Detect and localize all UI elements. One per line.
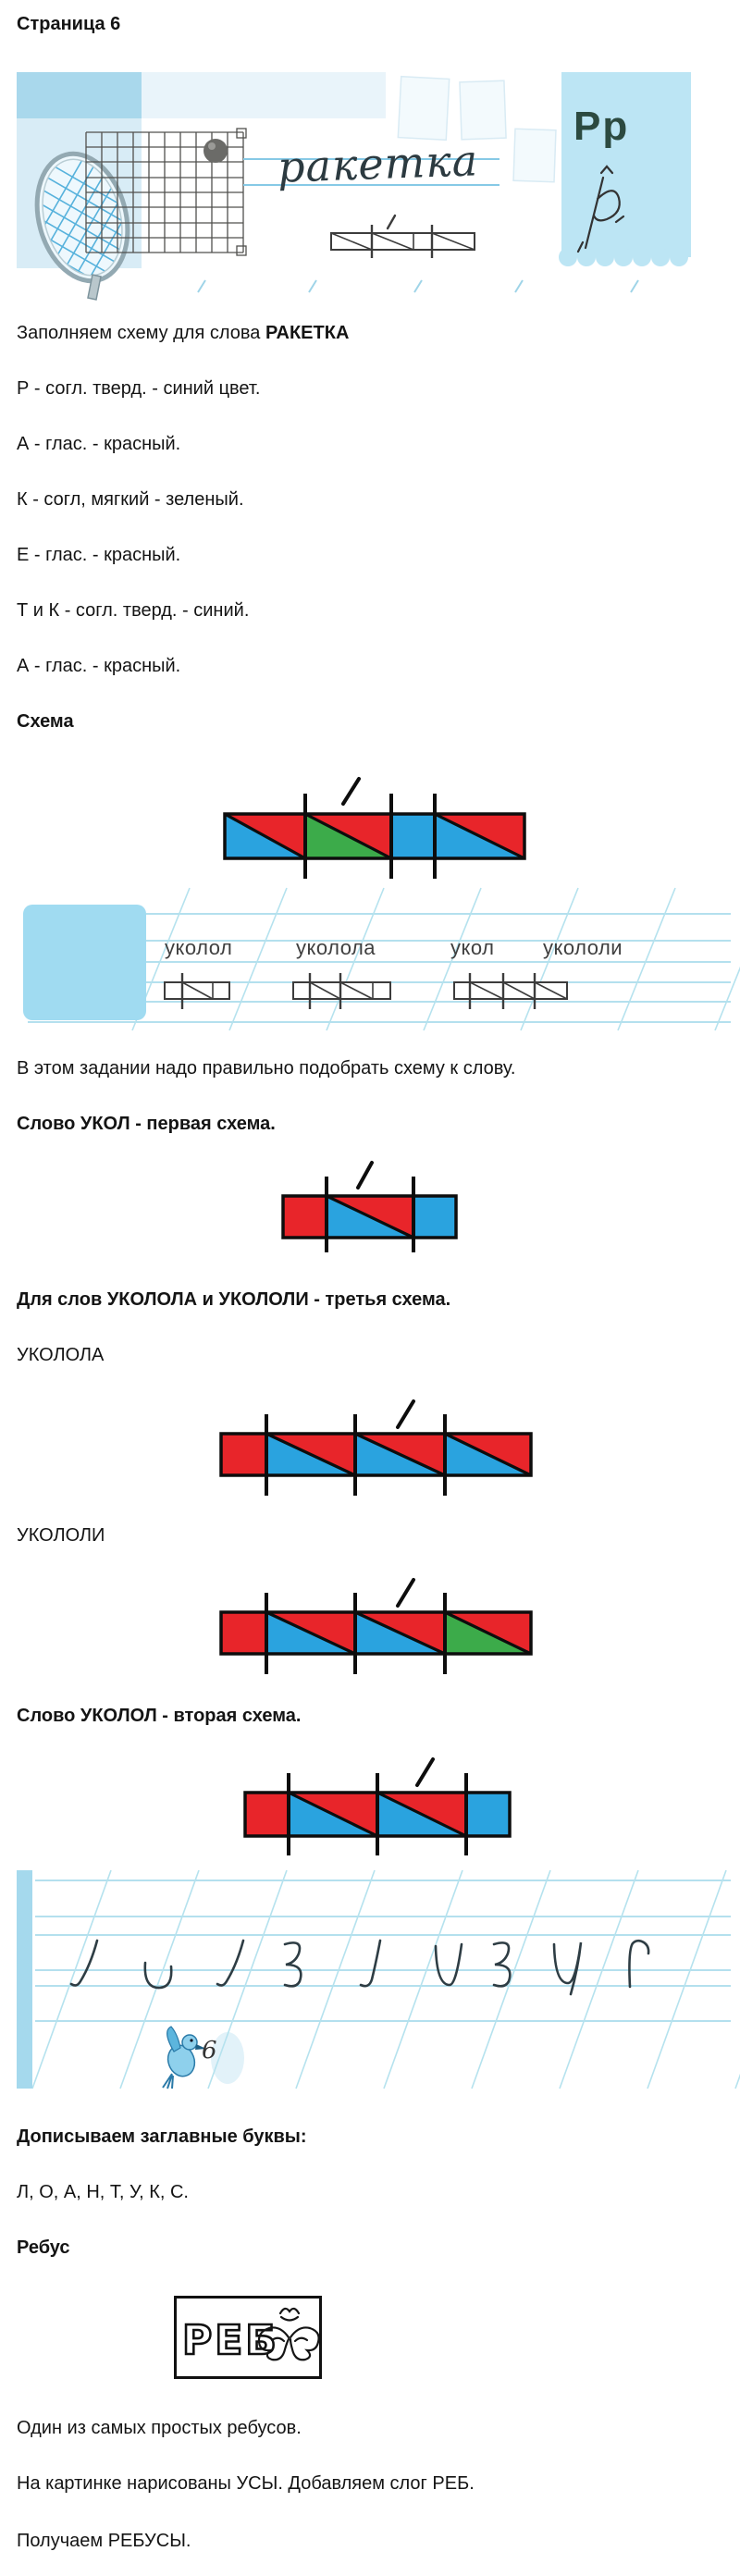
words-strip	[23, 888, 740, 1030]
ball-icon	[204, 139, 228, 163]
mini-scheme-strip-mini-3	[454, 973, 567, 1009]
answer-third: Для слов УКОЛОЛА и УКОЛОЛИ - третья схема.	[17, 1289, 451, 1310]
mini-scheme-raketka-mini	[331, 216, 475, 258]
schema-label: Схема	[17, 711, 74, 732]
stroke-glyph	[494, 1942, 510, 1986]
heading-ukolola: УКОЛОЛА	[17, 1345, 105, 1365]
scheme-ukol	[283, 1163, 456, 1252]
heading-ukololi: УКОЛОЛИ	[17, 1525, 105, 1546]
scheme-raketka	[225, 779, 524, 879]
task-text: В этом задании надо правильно подобрать схему к слову.	[17, 1058, 516, 1078]
letter-panel	[559, 72, 691, 266]
stroke-glyph	[629, 1941, 648, 1987]
slant-ticks	[198, 280, 638, 292]
workbook-word: укололи	[543, 936, 623, 959]
scheme-ukolol	[245, 1759, 510, 1855]
scheme-ukolola	[221, 1401, 531, 1496]
rebus-drawing	[177, 2299, 319, 2376]
stroke-glyph	[361, 1941, 380, 1986]
page-title: Страница 6	[17, 14, 121, 34]
stroke-glyph	[71, 1941, 97, 1985]
workbook-word: укол	[450, 936, 495, 959]
mini-scheme-strip-mini-1	[165, 973, 229, 1009]
bright-blue-block	[17, 72, 142, 118]
workbook-word: уколола	[296, 936, 376, 959]
print-letters: Рр	[574, 104, 630, 149]
workbook-page-number: 6	[202, 2037, 217, 2064]
stroke-glyph	[285, 1942, 301, 1986]
rebus-label: Ребус	[17, 2237, 70, 2258]
rule-line: К - согл, мягкий - зеленый.	[17, 489, 244, 510]
rebus-line2: На картинке нарисованы УСЫ. Добавляем слог РЕБ.	[17, 2473, 475, 2494]
rebus-line1: Один из самых простых ребусов.	[17, 2418, 302, 2438]
ball-highlight	[208, 142, 216, 150]
rule-line: Р - согл. тверд. - синий цвет.	[17, 378, 261, 399]
intro-line	[17, 322, 349, 344]
rule-line: А - глас. - красный.	[17, 656, 181, 676]
rebus-letters: РЕБ	[182, 2317, 279, 2364]
rebus-image	[174, 2296, 322, 2379]
writing-label: Дописываем заглавные буквы:	[17, 2126, 307, 2147]
stroke-glyph	[436, 1944, 462, 1985]
pale-band	[142, 72, 386, 118]
rule-line: Е - глас. - красный.	[17, 545, 181, 565]
answer-first: Слово УКОЛ - первая схема.	[17, 1114, 276, 1134]
cursive-word: ракетка	[277, 135, 479, 192]
mini-scheme-strip-mini-2	[293, 973, 390, 1009]
workbook-word: уколол	[165, 936, 233, 959]
writing-letters: Л, О, А, Н, Т, У, К, С.	[17, 2182, 189, 2202]
rule-line: Т и К - согл. тверд. - синий.	[17, 600, 250, 621]
scheme-ukololi	[221, 1580, 531, 1674]
rebus-line3: Получаем РЕБУСЫ.	[17, 2531, 191, 2551]
rule-line: А - глас. - красный.	[17, 434, 181, 454]
writing-strip	[17, 1870, 740, 2089]
intro-prefix: Заполняем схему для слова	[17, 323, 265, 343]
intro-word: РАКЕТКА	[265, 323, 350, 343]
stroke-glyph	[217, 1941, 243, 1985]
answer-second: Слово УКОЛОЛ - вторая схема.	[17, 1706, 302, 1726]
